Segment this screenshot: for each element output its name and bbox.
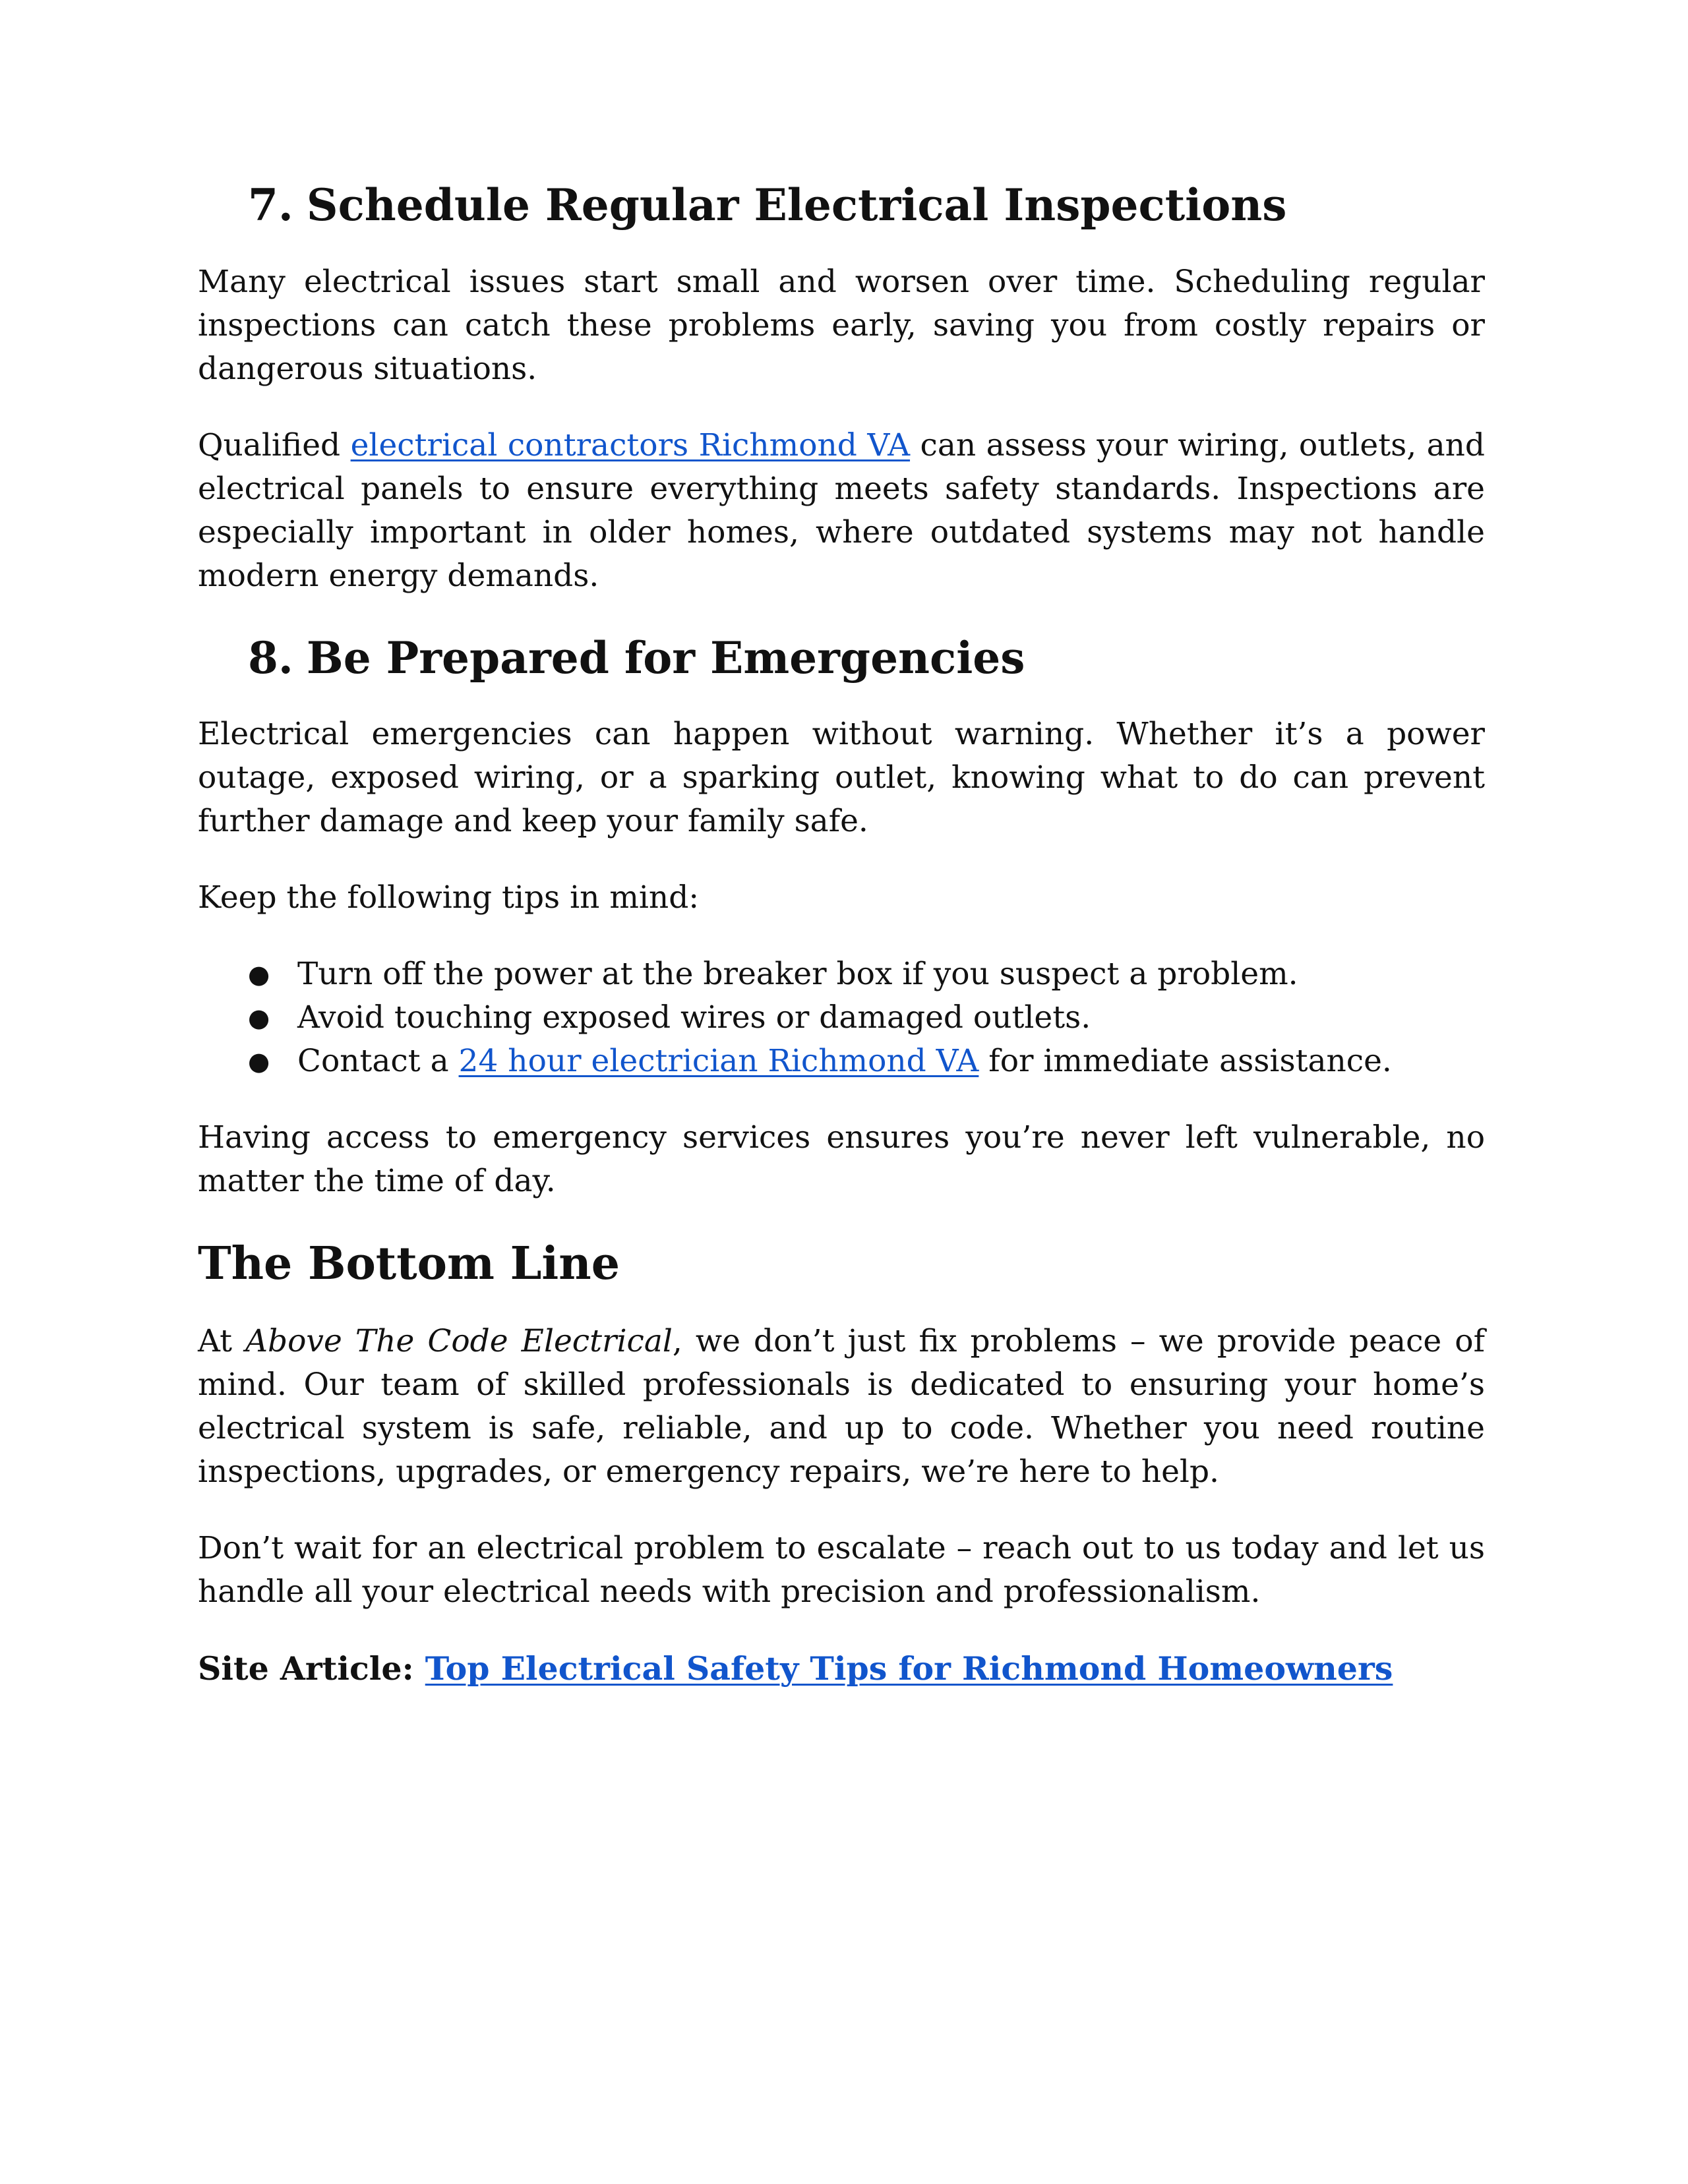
tip-1-text: Turn off the power at the breaker box if you suspect a problem. [297,956,1298,992]
section-8-paragraph-1: Electrical emergencies can happen without warning. Whether it’s a power outage, exposed wiring, or a sparking outlet, knowing what to do can prevent further damage and keep your family safe. [198,716,1485,839]
site-article-label: Site Article: [198,1649,425,1688]
tip-2-text: Avoid touching exposed wires or damaged outlets. [297,999,1091,1036]
bottom-line-p1-before: At [198,1323,246,1359]
company-name: Above The Code Electrical [245,1323,673,1359]
section-7-paragraph-2 [198,424,1485,598]
electrical-contractors-link[interactable]: electrical contractors Richmond VA [350,427,911,463]
section-7-title: Schedule Regular Electrical Inspections [306,179,1287,231]
section-7-heading [198,178,1485,233]
section-7-number: 7. [248,179,293,231]
tip-3-after: for immediate assistance. [979,1043,1392,1079]
list-item [248,1040,1485,1083]
site-article-line [198,1647,1485,1690]
section-7-paragraph-1: Many electrical issues start small and worsen over time. Scheduling regular inspections can catch these problems early, saving you from costly repairs or dangerous situations. [198,263,1485,387]
section-7-p2-after: can assess your wiring, outlets, and electrical panels to ensure everything meets safety standards. Inspections are especially important in older homes, where outdated systems may not handle modern energy demands. [198,427,1485,594]
section-8-heading [198,631,1485,686]
section-8-paragraph-2: Keep the following tips in mind: [198,879,700,916]
list-item [248,953,1485,996]
bottom-line-p1-after: , we don’t just fix problems – we provide peace of mind. Our team of skilled professionals is dedicated to ensuring your home’s electrical system is safe, reliable, and up to code. Whether you need routine inspections, upgrades, or emergency repairs, we’re here to help. [198,1323,1485,1490]
24-hour-electrician-link[interactable]: 24 hour electrician Richmond VA [458,1043,979,1079]
bottom-line-paragraph-2: Don’t wait for an electrical problem to escalate – reach out to us today and let us handle all your electrical needs with precision and professionalism. [198,1530,1485,1610]
emergency-tips-list [198,953,1485,1083]
bullet-icon: ● [248,960,270,989]
bottom-line-paragraph-1 [198,1320,1485,1494]
list-item [248,996,1485,1040]
bullet-icon: ● [248,1003,270,1032]
section-8-number: 8. [248,632,293,684]
section-8-paragraph-3: Having access to emergency services ensures you’re never left vulnerable, no matter the time of day. [198,1119,1485,1199]
section-7-p2-before: Qualified [198,427,351,463]
bottom-line-heading: The Bottom Line [198,1237,620,1290]
site-article-link[interactable]: Top Electrical Safety Tips for Richmond Homeowners [425,1649,1393,1688]
tip-3-before: Contact a [297,1043,459,1079]
document-page [198,178,1485,1690]
section-8-title: Be Prepared for Emergencies [306,632,1025,684]
bullet-icon: ● [248,1047,270,1076]
